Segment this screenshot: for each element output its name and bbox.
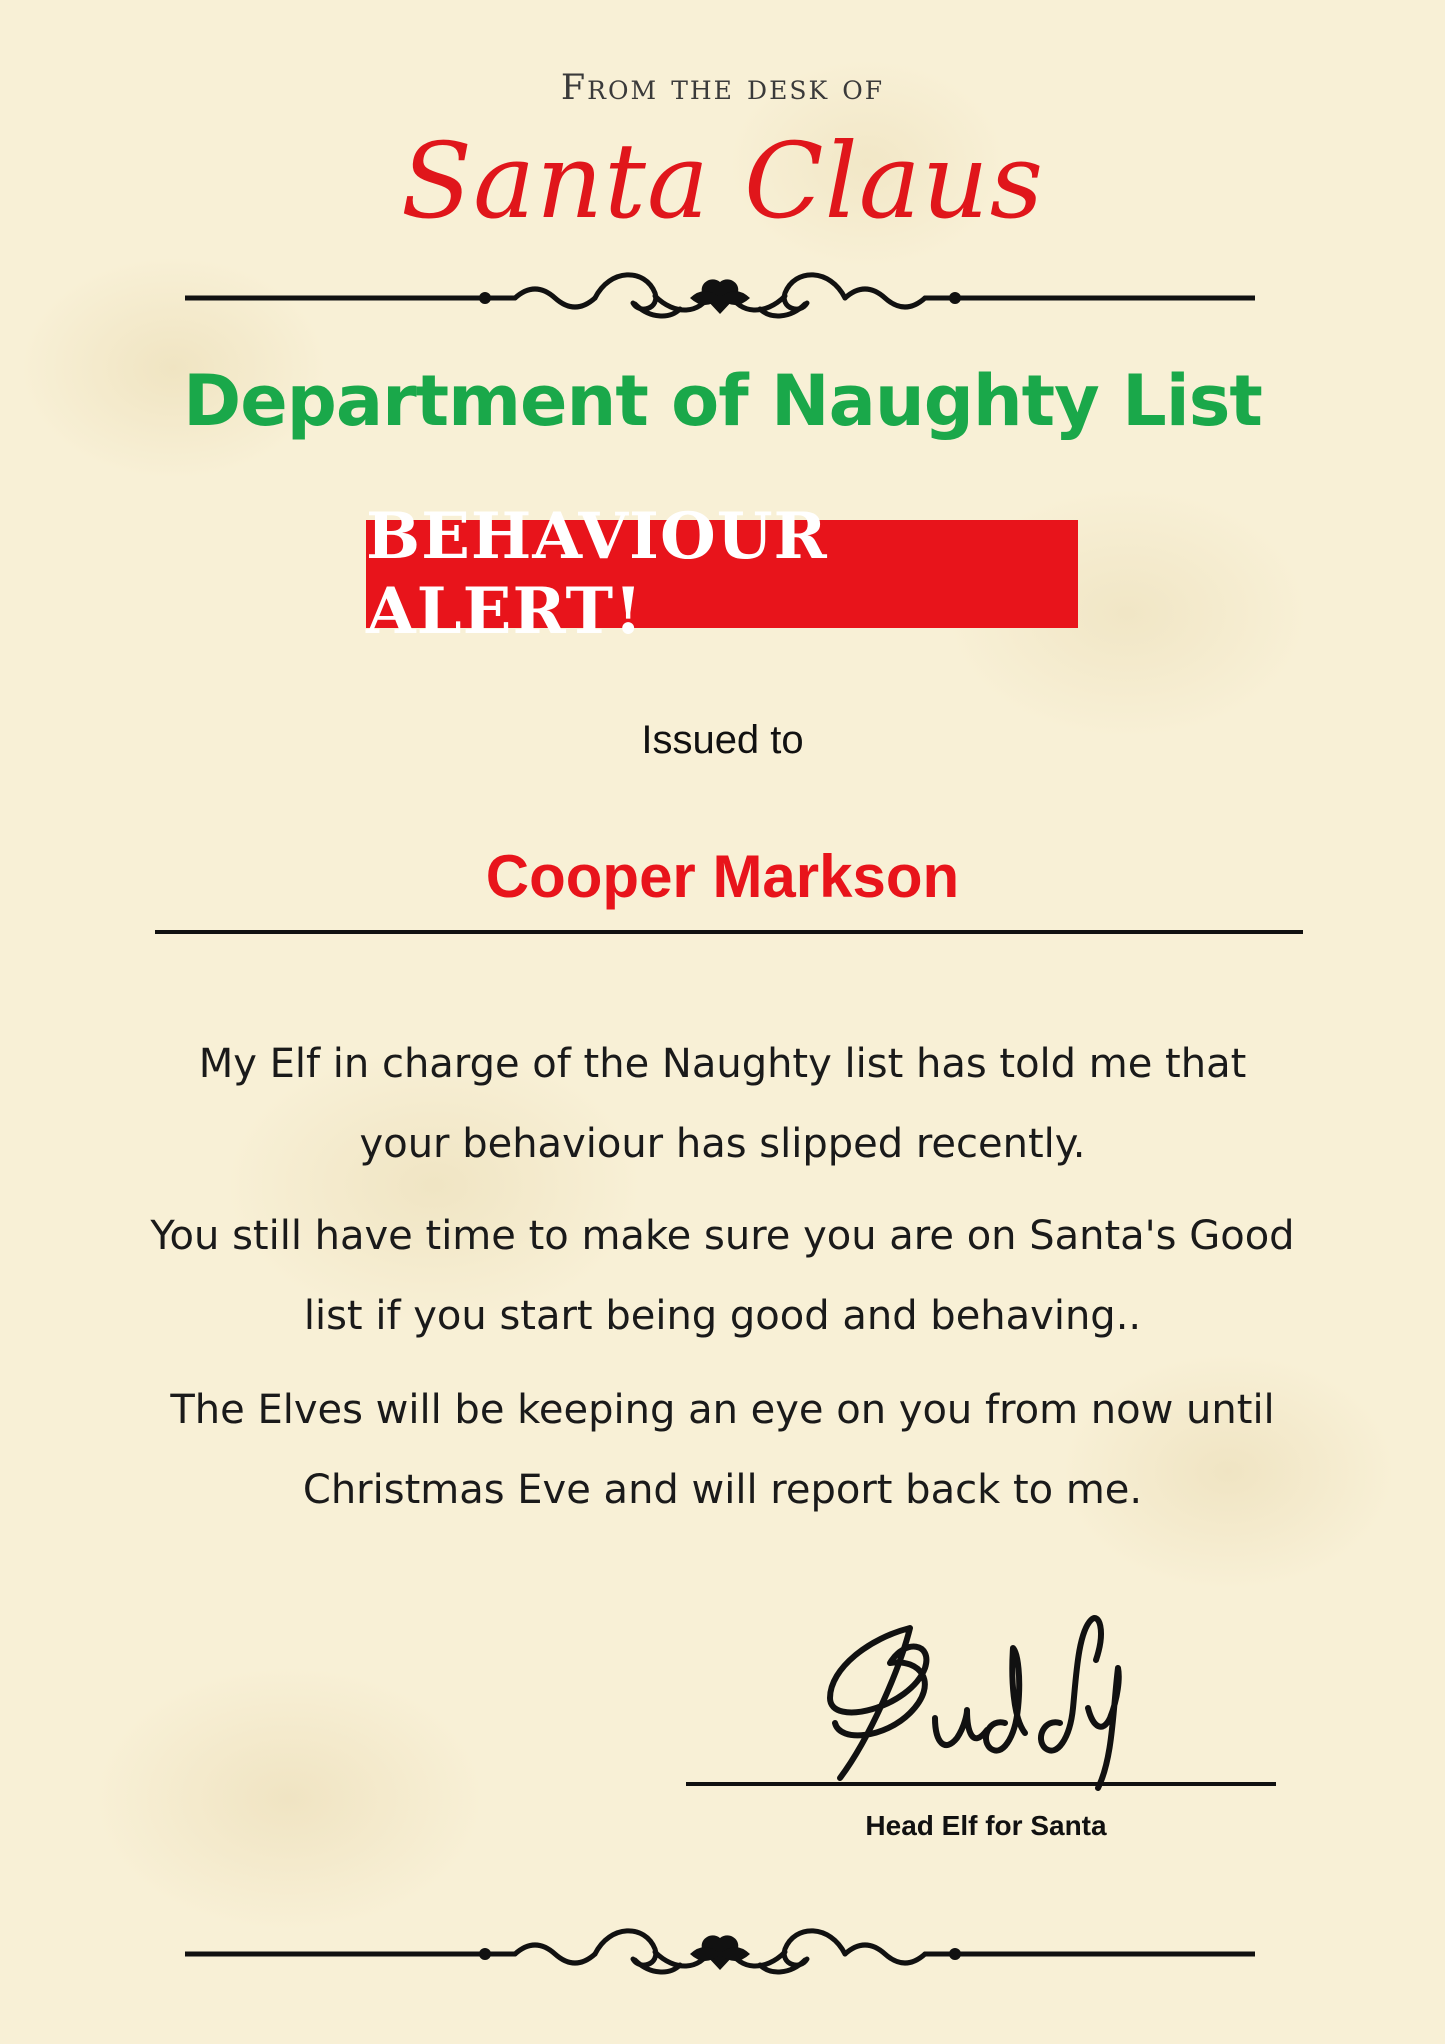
- ornamental-divider-top: [185, 268, 1255, 328]
- signature-line: [686, 1782, 1276, 1786]
- recipient-name: Cooper Markson: [485, 843, 960, 910]
- from-desk-heading: From the desk of: [560, 68, 885, 108]
- body-paragraph-2: You still have time to make sure you are on Santa's Good list if you start being good and behaving..: [150, 1213, 1295, 1339]
- signature-buddy: [820, 1598, 1140, 1798]
- behaviour-alert-banner: [366, 499, 1078, 649]
- body-paragraph-3: The Elves will be keeping an eye on you from now until Christmas Eve and will report back to me.: [170, 1387, 1275, 1513]
- santa-claus-title: Santa Claus: [400, 120, 1045, 242]
- behaviour-alert-text: BEHAVIOUR ALERT!: [366, 499, 828, 649]
- ornamental-divider-bottom: [185, 1924, 1255, 1984]
- signature-title: Head Elf for Santa: [865, 1810, 1107, 1841]
- body-paragraph-1: My Elf in charge of the Naughty list has told me that your behaviour has slipped recently.: [198, 1041, 1247, 1167]
- recipient-underline: [155, 930, 1303, 934]
- issued-to-label: Issued to: [641, 718, 804, 762]
- department-heading: Department of Naughty List: [183, 360, 1262, 442]
